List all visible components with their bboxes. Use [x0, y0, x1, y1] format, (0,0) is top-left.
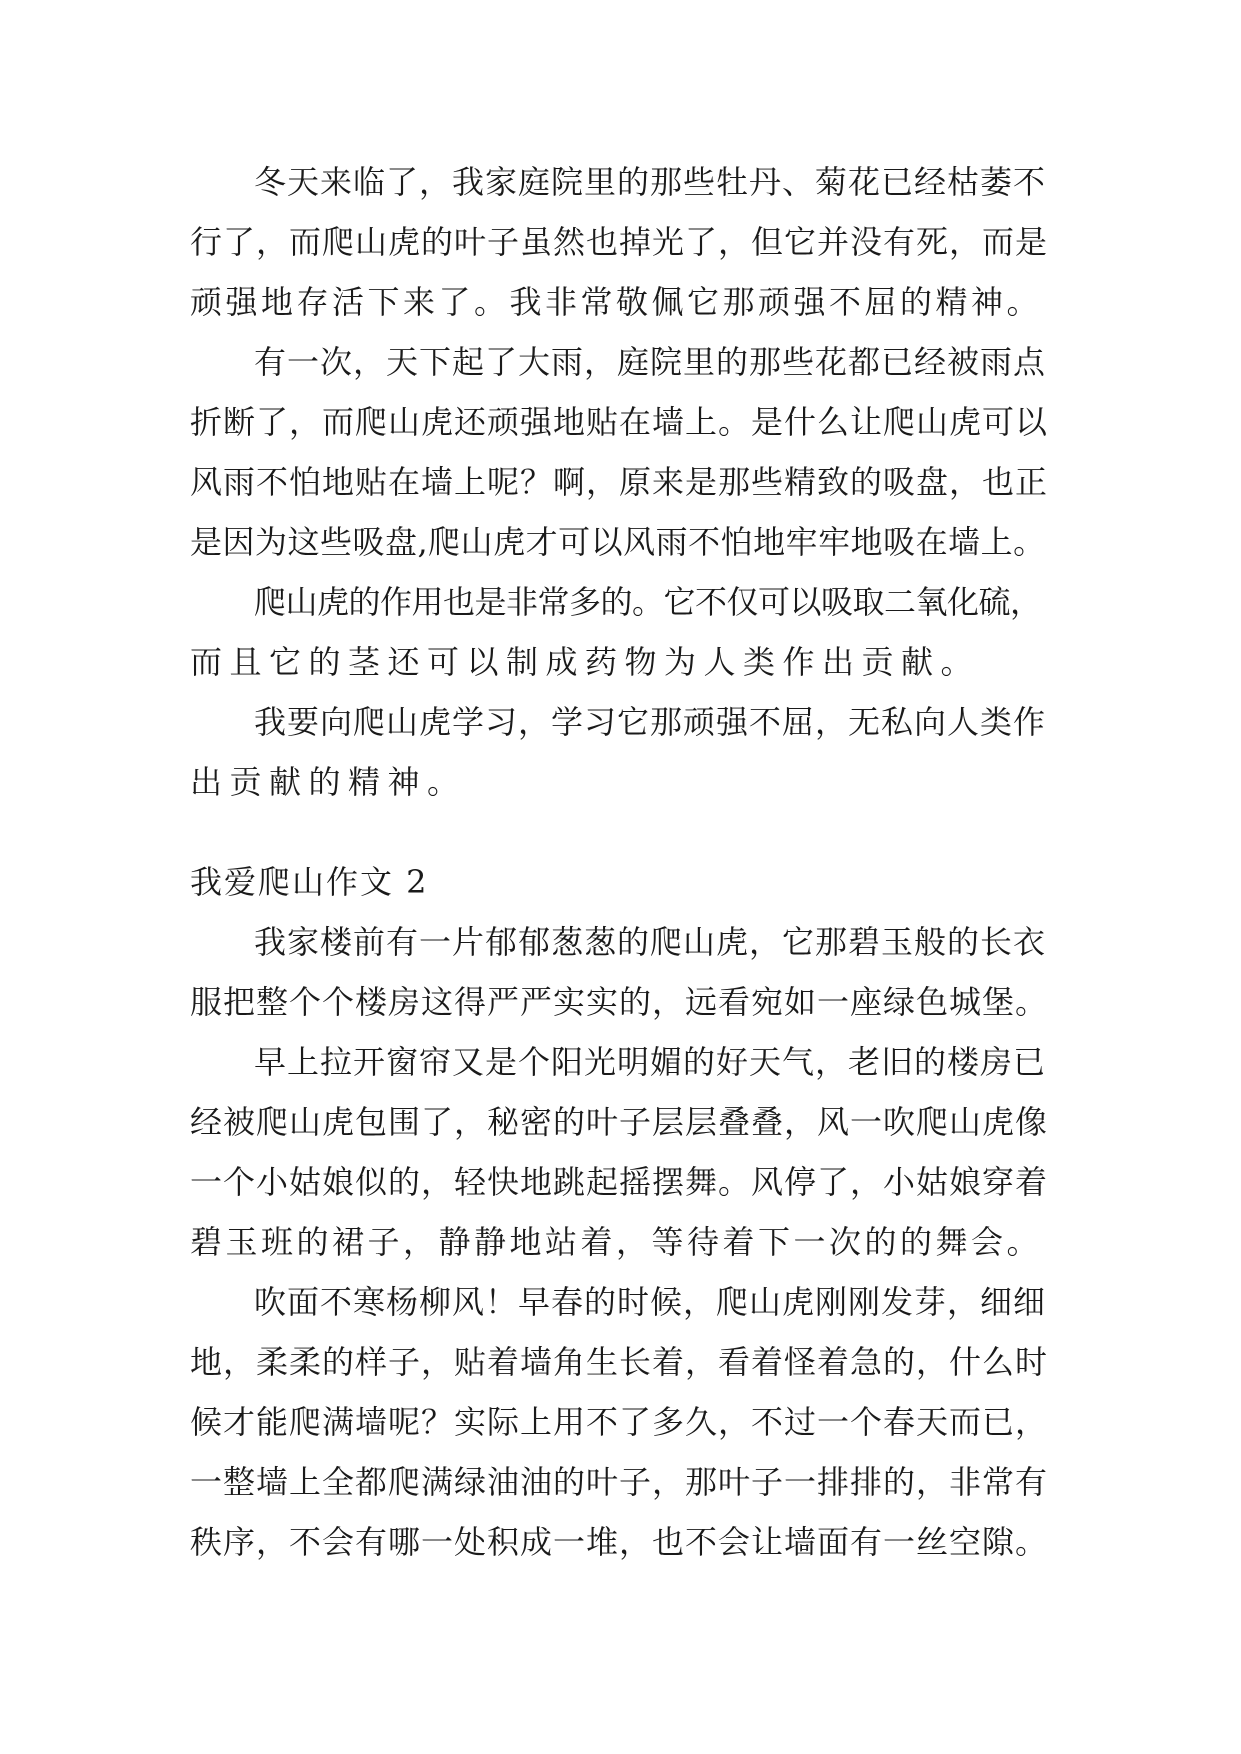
text-line: 秩序，不会有哪一处积成一堆，也不会让墙面有一丝空隙。 — [190, 1523, 1049, 1561]
section-title: 我爱爬山作文 2 — [190, 863, 429, 901]
text-line: 一个小姑娘似的，轻快地跳起摇摆舞。风停了，小姑娘穿着 — [190, 1163, 1049, 1201]
text-line: 我家楼前有一片郁郁葱葱的爬山虎，它那碧玉般的长衣 — [254, 923, 1047, 961]
text-line: 地，柔柔的样子，贴着墙角生长着，看着怪着急的，什么时 — [190, 1343, 1049, 1381]
text-line: 早上拉开窗帘又是个阳光明媚的好天气，老旧的楼房已 — [254, 1043, 1047, 1081]
text-line: 顽强地存活下来了。我非常敬佩它那顽强不屈的精神。 — [190, 283, 1043, 321]
text-line: 我要向爬山虎学习，学习它那顽强不屈，无私向人类作 — [254, 703, 1047, 741]
text-line: 而且它的茎还可以制成药物为人类作出贡献。 — [190, 643, 981, 681]
text-line: 有一次，天下起了大雨，庭院里的那些花都已经被雨点 — [254, 343, 1047, 381]
text-line: 一整墙上全都爬满绿油油的叶子，那叶子一排排的，非常有 — [190, 1463, 1049, 1501]
text-line: 折断了，而爬山虎还顽强地贴在墙上。是什么让爬山虎可以 — [190, 403, 1049, 441]
text-line: 是因为这些吸盘,爬山虎才可以风雨不怕地牢牢地吸在墙上。 — [190, 523, 1046, 561]
text-line: 爬山虎的作用也是非常多的。它不仅可以吸取二氧化硫， — [254, 583, 1042, 621]
text-line: 服把整个个楼房这得严严实实的，远看宛如一座绿色城堡。 — [190, 983, 1049, 1021]
text-line: 行了，而爬山虎的叶子虽然也掉光了，但它并没有死，而是 — [190, 223, 1049, 261]
text-line: 冬天来临了，我家庭院里的那些牡丹、菊花已经枯萎不 — [254, 163, 1047, 201]
text-line: 吹面不寒杨柳风！早春的时候，爬山虎刚刚发芽，细细 — [254, 1283, 1047, 1321]
text-line: 风雨不怕地贴在墙上呢？啊，原来是那些精致的吸盘，也正 — [190, 463, 1049, 501]
text-line: 碧玉班的裙子，静静地站着，等待着下一次的的舞会。 — [190, 1223, 1043, 1261]
text-line: 经被爬山虎包围了，秘密的叶子层层叠叠，风一吹爬山虎像 — [190, 1103, 1049, 1141]
text-line: 出贡献的精神。 — [190, 763, 467, 801]
text-line: 候才能爬满墙呢？实际上用不了多久，不过一个春天而已， — [190, 1403, 1049, 1441]
